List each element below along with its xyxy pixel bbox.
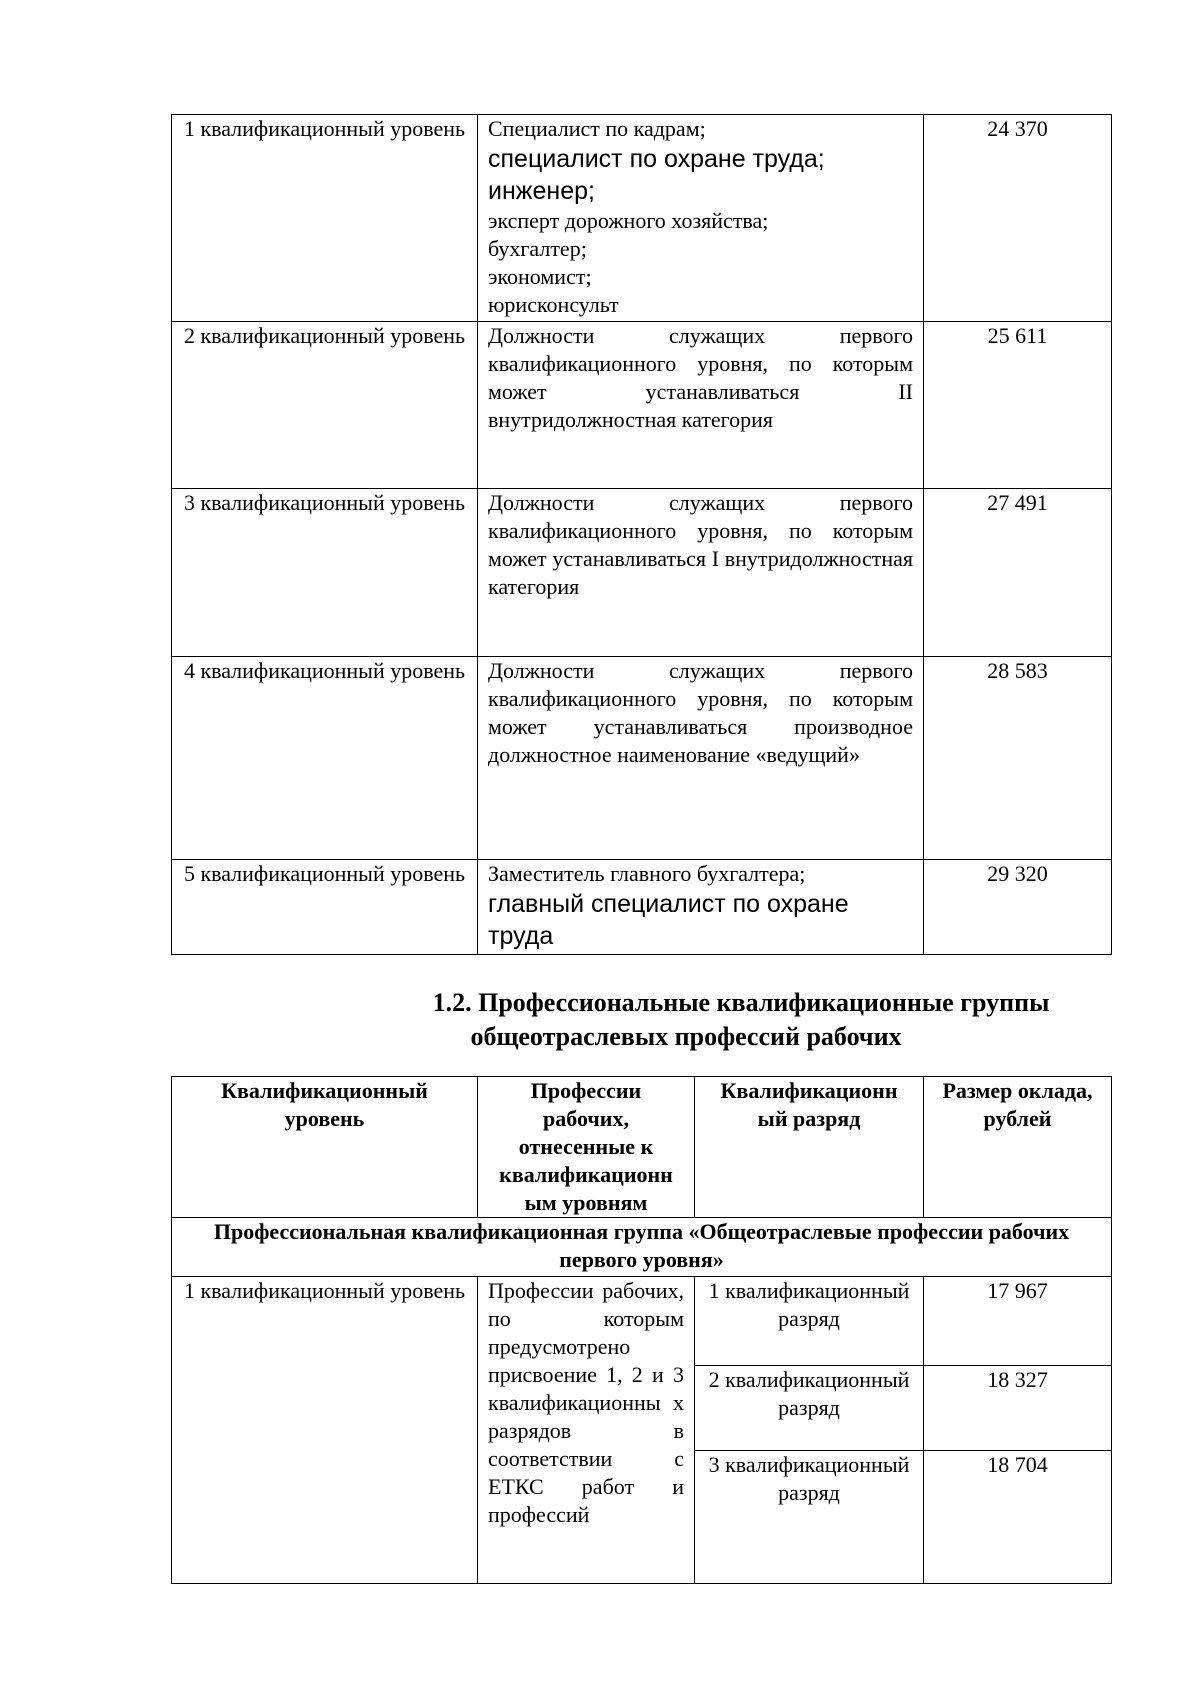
column-header: Квалификационн ый разряд (695, 1077, 924, 1218)
professions-cell: Профессии рабочих, по которым предусмотрено присвоение 1, 2 и 3 квалификационны х разрядов в соответствии с ЕТКС работ и профессий (478, 1277, 695, 1584)
group-title-row (172, 1218, 1112, 1277)
position-item: инженер; (488, 177, 595, 205)
salary-cell: 27 491 (924, 489, 1112, 657)
column-header: Квалификационный уровень (172, 1077, 478, 1218)
section-heading-line: 1.2. Профессиональные квалификационные группы (432, 988, 1050, 1017)
position-item: бухгалтер; (488, 236, 587, 261)
salary-cell: 29 320 (924, 860, 1112, 955)
column-header: Размер оклада, рублей (924, 1077, 1112, 1218)
position-item: Специалист по кадрам; (488, 116, 706, 141)
positions-cell: Должности служащих первого квалификационного уровня, по которым может устанавливаться производное должностное наименование «ведущий» (478, 657, 924, 860)
salary-cell: 17 967 (924, 1277, 1112, 1366)
qualification-level-cell: 3 квалификационный уровень (172, 489, 478, 657)
table-row (172, 489, 1112, 657)
positions-cell: Должности служащих первого квалификационного уровня, по которым может устанавливаться II внутридолжностная категория (478, 322, 924, 489)
position-item: экономист; (488, 264, 592, 289)
positions-cell: Должности служащих первого квалификационного уровня, по которым может устанавливаться I внутридолжностная категория (478, 489, 924, 657)
grade-cell: 1 квалификационный разряд (695, 1277, 924, 1366)
qualification-level-cell: 4 квалификационный уровень (172, 657, 478, 860)
positions-cell (478, 860, 924, 955)
table-header-row (172, 1077, 1112, 1218)
grade-cell: 3 квалификационный разряд (695, 1451, 924, 1584)
salary-cell: 18 327 (924, 1366, 1112, 1451)
column-header: Профессии рабочих, отнесенные к квалификационн ым уровням (478, 1077, 695, 1218)
position-item: специалист по охране труда; (488, 145, 825, 173)
group-title: Профессиональная квалификационная группа «Общеотраслевые профессии рабочих первого уровня» (172, 1218, 1112, 1277)
salary-table-workers (171, 1076, 1112, 1584)
position-item: Заместитель главного бухгалтера; (488, 861, 806, 886)
section-heading-line: общеотраслевых профессий рабочих (470, 1022, 902, 1051)
table-row (172, 657, 1112, 860)
qualification-level-cell: 1 квалификационный уровень (172, 115, 478, 322)
position-item: эксперт дорожного хозяйства; (488, 208, 769, 233)
section-heading (171, 986, 1200, 1054)
grade-cell: 2 квалификационный разряд (695, 1366, 924, 1451)
salary-cell: 25 611 (924, 322, 1112, 489)
salary-table-specialists (171, 114, 1112, 955)
position-item: главный специалист по охране труда (488, 890, 849, 950)
table-row (172, 322, 1112, 489)
salary-cell: 18 704 (924, 1451, 1112, 1584)
table-row (172, 115, 1112, 322)
salary-cell: 28 583 (924, 657, 1112, 860)
qualification-level-cell: 1 квалификационный уровень (172, 1277, 478, 1584)
salary-cell: 24 370 (924, 115, 1112, 322)
table-row (172, 1277, 1112, 1366)
qualification-level-cell: 5 квалификационный уровень (172, 860, 478, 955)
table-row (172, 860, 1112, 955)
positions-cell (478, 115, 924, 322)
position-item: юрисконсульт (488, 292, 619, 317)
qualification-level-cell: 2 квалификационный уровень (172, 322, 478, 489)
